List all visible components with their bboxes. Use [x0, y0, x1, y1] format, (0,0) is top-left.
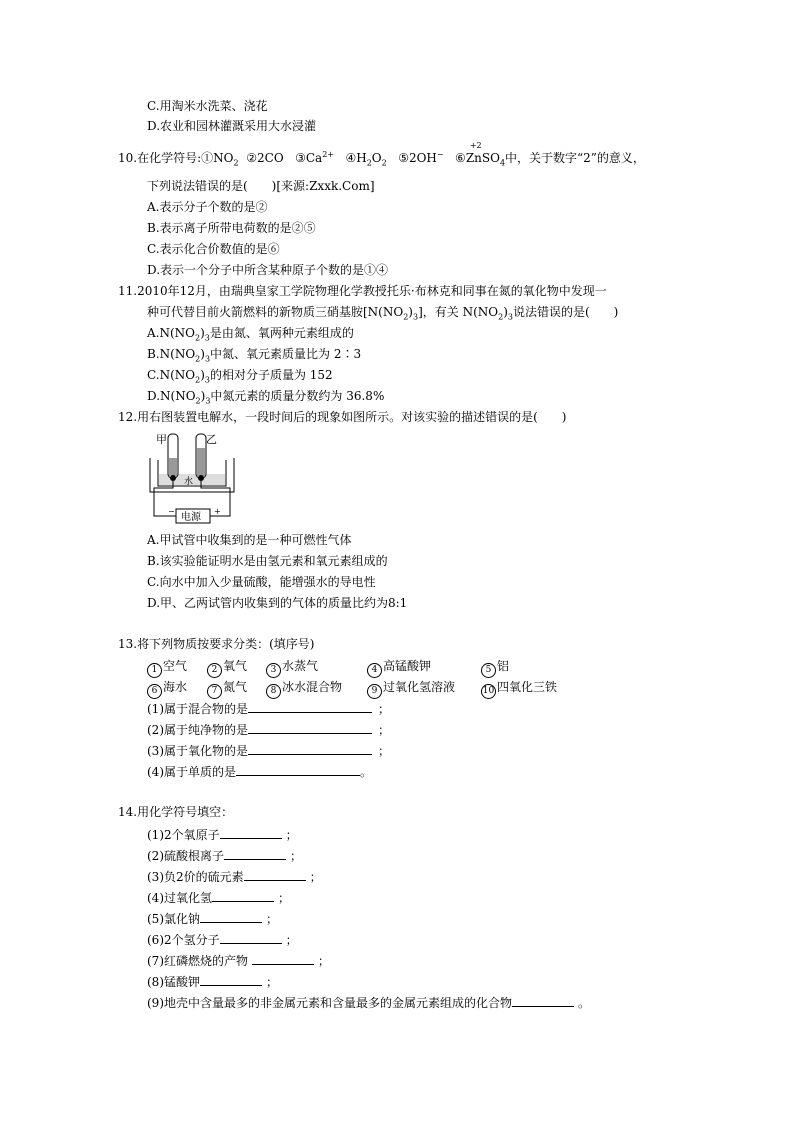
answer-blank[interactable] — [212, 889, 274, 902]
question-14-stem: 14.用化学符号填空： — [118, 805, 234, 819]
substance-5: 5 铝 — [481, 658, 509, 678]
electrode-right — [198, 475, 204, 481]
answer-blank[interactable] — [512, 994, 574, 1007]
answer-blank[interactable] — [200, 910, 262, 923]
substance-8: 8 冰水混合物 — [266, 679, 342, 699]
answer-blank[interactable] — [248, 742, 372, 755]
answer-blank[interactable] — [220, 826, 282, 839]
q11-option-a: $A.N(NO_2)_3$是由氮、氧两种元素组成的 — [147, 326, 354, 343]
q14-item-8: (8)锰酸钾 ； — [147, 975, 279, 989]
q10-option-a: A.表示分子个数的是② — [147, 200, 268, 214]
q12-option-b: B.该实验能证明水是由氢元素和氧元素组成的 — [147, 554, 388, 568]
positive-terminal: + — [214, 507, 221, 516]
tube-label-right: 乙 — [206, 433, 217, 446]
substance-3: 3 水蒸气 — [266, 658, 318, 678]
question-13-stem: 13.将下列物质按要求分类：(填序号) — [118, 637, 315, 651]
answer-blank[interactable] — [236, 763, 360, 776]
question-11-stem-cont: 种可代替目前火箭燃料的新物质三硝基胺$[N(NO_2)_3]$，有关 $N(NO_2)_3$说法错误的是( ) — [147, 305, 619, 322]
q12-option-c: C.向水中加入少量硫酸，能增强水的导电性 — [147, 575, 376, 589]
substance-4: 4 高锰酸钾 — [367, 658, 431, 678]
power-supply-label: 电源 — [181, 512, 201, 523]
answer-blank[interactable] — [220, 931, 282, 944]
q10-option-c: C.表示化合价数值的是⑥ — [147, 242, 280, 256]
substance-10: 10 四氧化三铁 — [481, 679, 557, 699]
q14-item-9: (9)地壳中含量最多的非金属元素和含量最多的金属元素组成的化合物 。 — [147, 996, 591, 1010]
q13-blank-3: (3)属于氧化物的是 ； — [147, 744, 391, 758]
answer-blank[interactable] — [244, 868, 306, 881]
q14-item-1: (1)2个氧原子 ； — [147, 828, 298, 842]
q14-item-7: (7)红磷燃烧的产物 ； — [147, 954, 330, 968]
question-10-stem-cont: 下列说法错误的是( )[来源:Zxxk.Com] — [147, 179, 375, 193]
q11-option-d: $D.N(NO_2)_3$中氮元素的质量分数约为 36.8% — [147, 389, 385, 406]
option-d-prev: D.农业和园林灌溉采用大水浸灌 — [147, 119, 317, 133]
q14-item-5: (5)氯化钠 ； — [147, 912, 279, 926]
q14-item-4: (4)过氧化氢 ； — [147, 891, 291, 905]
substance-1: 1 空气 — [147, 658, 187, 678]
electrolysis-apparatus-figure — [148, 430, 238, 526]
q14-item-3: (3)负2价的硫元素 ； — [147, 870, 322, 884]
question-12-stem: 12.用右图装置电解水，一段时间后的现象如图所示。对该实验的描述错误的是( ) — [118, 410, 567, 424]
q11-option-b: $B.N(NO_2)_3$中氮、氧元素质量比为 2∶3 — [147, 347, 362, 364]
electrode-left — [170, 475, 176, 481]
q13-blank-2: (2)属于纯净物的是 ； — [147, 723, 391, 737]
q14-item-6: (6)2个氢分子 ； — [147, 933, 298, 947]
q13-blank-1: (1)属于混合物的是 ； — [147, 702, 391, 716]
answer-blank[interactable] — [200, 973, 262, 986]
substance-6: 6 海水 — [147, 679, 187, 699]
q11-option-c: $C.N(NO_2)_3$的相对分子质量为 152 — [147, 368, 333, 385]
q12-option-d: D.甲、乙两试管内收集到的气体的质量比约为8:1 — [147, 596, 408, 610]
substance-2: 2 氧气 — [207, 658, 247, 678]
answer-blank[interactable] — [248, 700, 372, 713]
q14-item-2: (2)硫酸根离子 ； — [147, 849, 303, 863]
option-c-prev: C.用淘米水洗菜、浇花 — [147, 99, 268, 113]
tube-label-left: 甲 — [156, 433, 167, 446]
zinc-sulfate-formula: +2 ZnSO$_4$ — [465, 141, 506, 168]
tube-left-water — [169, 458, 177, 476]
q10-option-d: D.表示一个分子中所含某种原子个数的是①④ — [147, 263, 389, 277]
negative-terminal: − — [168, 507, 175, 516]
question-10-stem: 10.在化学符号$:①NO_2$ ②2CO $③Ca^{2+}$ $④H_2O_2$ ⑤2OH− ⑥ +2 ZnSO$_4$中，关于数字“2”的意义， — [118, 141, 645, 168]
answer-blank[interactable] — [248, 721, 372, 734]
answer-blank[interactable] — [224, 847, 286, 860]
question-11-stem: 11.2010年12月，由瑞典皇家工学院物理化学教授托乐·布林克和同事在氮的氧化物中发现一 — [118, 284, 607, 298]
q13-blank-4: (4)属于单质的是 。 — [147, 765, 373, 779]
substance-7: 7 氮气 — [207, 679, 247, 699]
answer-blank[interactable] — [252, 952, 314, 965]
q12-option-a: A.甲试管中收集到的是一种可燃性气体 — [147, 533, 352, 547]
water-label: 水 — [184, 477, 194, 487]
q10-option-b: B.表示离子所带电荷数的是②⑤ — [147, 221, 316, 235]
substance-9: 9 过氧化氢溶液 — [367, 679, 455, 699]
tube-right-water — [197, 448, 205, 476]
